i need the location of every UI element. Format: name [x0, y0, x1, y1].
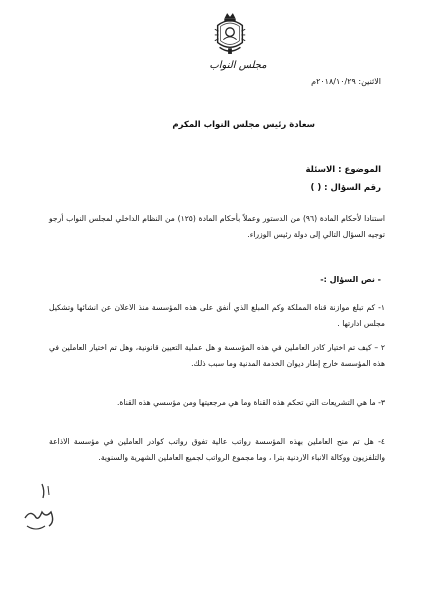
subject-line: الموضوع : الاسئلة — [305, 165, 381, 175]
question-item: ٣- ما هي التشريعات التي تحكم هذه القناة وما هي مرجعيتها ومن مؤسسي هذه القناة. — [117, 398, 385, 407]
intro-paragraph: استنادا لأحكام المادة (٩٦) من الدستور وعملاً بأحكام المادة (١٢٥) من النظام الداخلي لمجلس النواب أرجو توجيه السؤال التالي إلى دولة رئيس الوزراء. — [49, 214, 385, 239]
question-item: ١- كم تبلغ موازنة قناة المملكة وكم المبلغ الذي أنفق على هذه المؤسسة منذ الاعلان عن انشائها وتشكيل مجلس ادارتها . — [49, 303, 385, 328]
date-line: الاثنين: ٢٠١٨/١٠/٢٩م — [311, 77, 381, 86]
addressee-line: سعادة رئيس مجلس النواب المكرم — [172, 120, 315, 130]
question-number-line: رقم السؤال : ( ) — [310, 183, 381, 193]
question-item: ٤- هل تم منح العاملين بهذه المؤسسة رواتب عالية تفوق رواتب كوادر العاملين في مؤسسة الاذاعة والتلفزيون ووكالة الانباء الاردنية بترا ، وما مجموع الرواتب لجميع العاملين الشهرية والسنوية. — [49, 437, 385, 462]
royal-crest-icon — [211, 10, 249, 58]
parliament-name: مجلس النواب — [209, 60, 267, 71]
handwritten-signature — [20, 482, 60, 536]
questions-heading: - نص السؤال :- — [320, 275, 381, 284]
question-item: ٢ – كيف تم اختيار كادر العاملين في هذه المؤسسة و هل عملية التعيين قانونية، وهل تم اختيار العاملين في هذه المؤسسة خارج إطار ديوان الخدمة المدنية وما سبب ذلك. — [49, 343, 385, 368]
